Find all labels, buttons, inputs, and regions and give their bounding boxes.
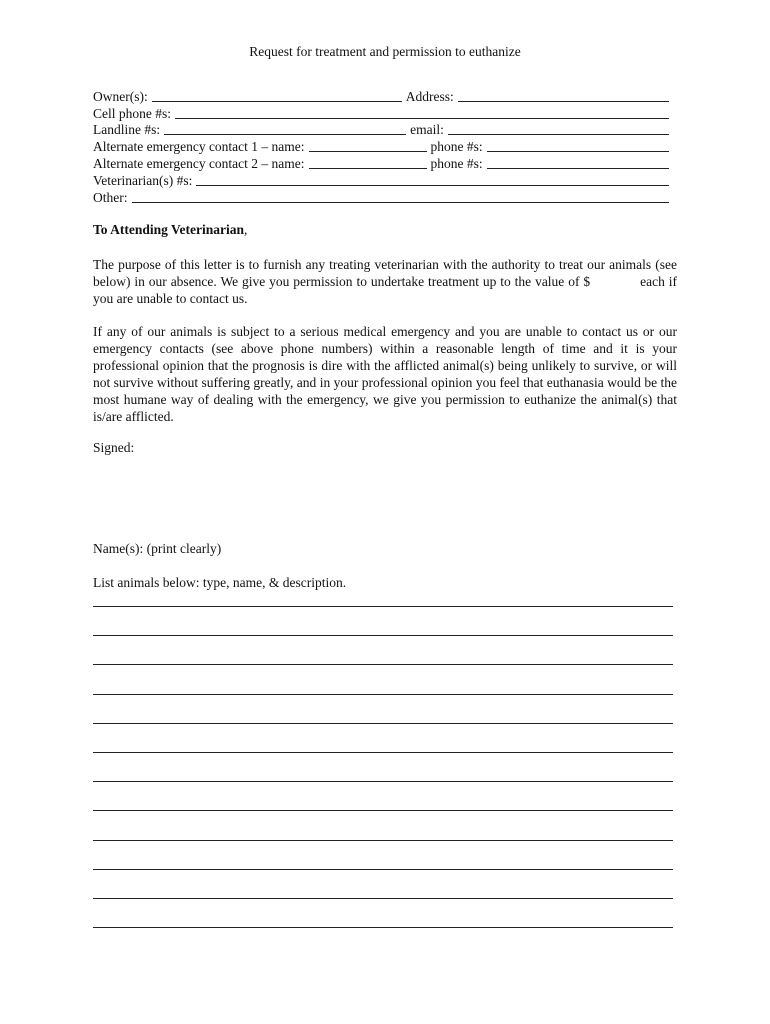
animals-list-lines bbox=[93, 590, 673, 928]
alt-contact-2-phone-field[interactable] bbox=[487, 168, 669, 169]
other-label: Other: bbox=[93, 189, 128, 205]
animals-list-label: List animals below: type, name, & description. bbox=[93, 575, 347, 590]
animal-entry-line[interactable] bbox=[93, 665, 673, 694]
animal-entry-line[interactable] bbox=[93, 870, 673, 899]
purpose-paragraph bbox=[93, 256, 677, 307]
euthanasia-paragraph: If any of our animals is subject to a serious medical emergency and you are unable to contact us or our emergency contacts (see above phone numbers) within a reasonable length of time and it is your professional opinion that the prognosis is dire with the afflicted animal(s) being unlikely to survive, or will not survive without suffering greatly, and in your professional opinion you feel that euthanasia would be the most humane way of dealing with the emergency, we give you permission to euthanize the animal(s) that is/are afflicted. bbox=[93, 324, 677, 424]
owners-field[interactable] bbox=[152, 101, 402, 102]
owners-row bbox=[93, 88, 673, 105]
animal-entry-line[interactable] bbox=[93, 811, 673, 840]
veterinarians-row bbox=[93, 172, 673, 189]
email-field[interactable] bbox=[448, 134, 669, 135]
alt-contact-2-label: Alternate emergency contact 2 – name: bbox=[93, 155, 305, 171]
alt-contact-1-phone-label: phone #s: bbox=[430, 139, 483, 155]
signed-label: Signed: bbox=[93, 440, 135, 455]
names-label: Name(s): (print clearly) bbox=[93, 541, 222, 556]
animal-entry-line[interactable] bbox=[93, 841, 673, 870]
alt-contact-2-phone-label: phone #s: bbox=[430, 155, 483, 171]
purpose-text-b: each if you are unable to contact us. bbox=[93, 274, 677, 306]
animal-entry-line[interactable] bbox=[93, 590, 673, 607]
animal-entry-line[interactable] bbox=[93, 782, 673, 811]
landline-row bbox=[93, 122, 673, 139]
animal-entry-line[interactable] bbox=[93, 636, 673, 665]
address-label: Address: bbox=[405, 88, 454, 104]
animal-entry-line[interactable] bbox=[93, 899, 673, 928]
cell-phone-label: Cell phone #s: bbox=[93, 105, 171, 121]
alt-contact-1-name-field[interactable] bbox=[309, 151, 427, 152]
animal-entry-line[interactable] bbox=[93, 724, 673, 753]
owners-label: Owner(s): bbox=[93, 88, 148, 104]
animal-entry-line[interactable] bbox=[93, 753, 673, 782]
purpose-text-a: The purpose of this letter is to furnish any treating veterinarian with the authority to treat our animals (see below) in our absence. We give you permission to undertake treatment up to the value of $ bbox=[93, 257, 677, 289]
cell-phone-field[interactable] bbox=[175, 118, 669, 119]
cell-phone-row bbox=[93, 105, 673, 122]
landline-label: Landline #s: bbox=[93, 122, 161, 138]
alt-contact-1-label: Alternate emergency contact 1 – name: bbox=[93, 139, 305, 155]
address-field[interactable] bbox=[458, 101, 669, 102]
salutation-comma: , bbox=[244, 222, 248, 237]
alt-contact-2-name-field[interactable] bbox=[309, 168, 427, 169]
alt-contact-1-phone-field[interactable] bbox=[487, 151, 669, 152]
document-title: Request for treatment and permission to euthanize bbox=[249, 44, 521, 59]
landline-field[interactable] bbox=[164, 134, 406, 135]
contact-fields bbox=[93, 88, 673, 206]
animal-entry-line[interactable] bbox=[93, 607, 673, 636]
alt-contact-1-row bbox=[93, 138, 673, 155]
salutation-heading bbox=[93, 222, 247, 238]
other-row bbox=[93, 189, 673, 206]
veterinarians-label: Veterinarian(s) #s: bbox=[93, 172, 193, 188]
salutation-text: To Attending Veterinarian bbox=[93, 222, 245, 237]
animal-entry-line[interactable] bbox=[93, 695, 673, 724]
email-label: email: bbox=[410, 122, 444, 138]
veterinarians-field[interactable] bbox=[196, 185, 669, 186]
other-field[interactable] bbox=[132, 202, 670, 203]
alt-contact-2-row bbox=[93, 155, 673, 172]
